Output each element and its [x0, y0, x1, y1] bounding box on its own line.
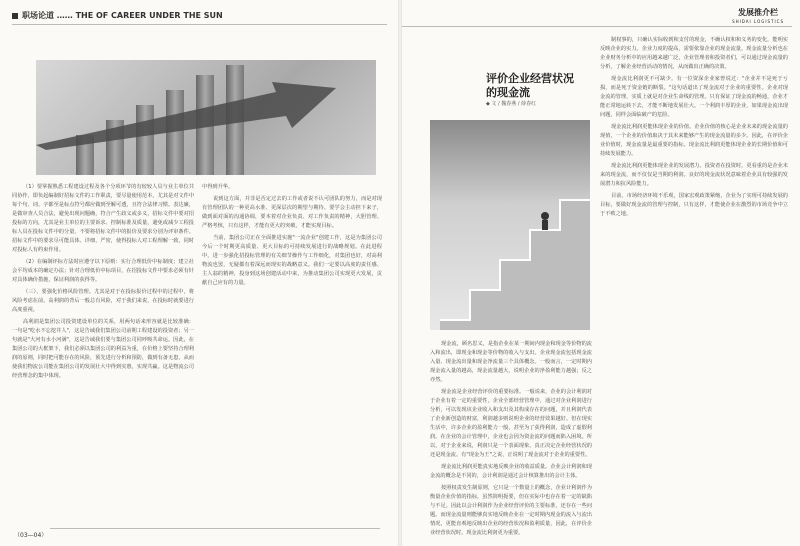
paragraph: 高利润是集团公司投资建设单位的关系，用两句话来形容就是比较准确：一句是"吃水不忘挖井人"，这是告诫我们集团公司前期工程建设的投资者；另一句就是"大河有水小河满"，这是告诫我们要与集团公司同呼吸共命运。因此，在集团公司的大框架下，我们必须以集团公司的利益为重，在价格上要坚持合理利润的原则，同时把可能存在的风险，预先进行分析和预防，做到有备无患，从而使我们物流公司能在集团公司的发展壮大中得到实惠，实现共赢。这是物流公司经营理念的集中体现。	[12, 319, 194, 379]
logo-text: 发展推介栏	[738, 8, 779, 17]
left-page-header	[12, 10, 387, 25]
paragraph: 现金流比利润更不可缺少。有一位资深企业家曾说过："企业并不是死于亏损，而是死于资金链的断裂。"这句话道出了现金流对于企业的重要性。企业对现金流的管理，实质上就是对企业生命线的管理。只有保证了现金流的畅通，企业才能正常地运转下去，才能不断地发展壮大。一个利润丰厚的企业，如果现金流出现问题，同样会面临破产的危险。	[600, 76, 788, 118]
paragraph: 制权事的，只确认实际收到和支付的现金，不确认权和和义务的变化，能明实反映企业的实力。企业力度的提高，需要依靠企业的现金流量。现金流量分析也在企业财务分析中的应用越来越广泛，企业管理者和投资者们，可以通过现金流量的分析，了解企业经营活动的情况，从而做出正确的决策。	[600, 37, 788, 70]
publication-logo	[732, 8, 784, 26]
paragraph: 现金流是企业经营评价的重要标准。一般说来，企业的会计利润对于企业有着一定的重要性，企业全部经营管理中，通过对企业利润进行分析，可以发现该企业收入和支出及其构成存在的问题，并且利润代表了企业新创造的财富，利润越多则说明企业的经营效果越好。但在现实生活中，许多企业的盈利能力一般，甚至为了获得利润，造成了虚假利润。在企业的会计管理中，企业也会因为资金流的问题而陷入困境。所以，对于企业来说，利润只是一个表面现象，真正决定企业经营状况的还是现金流。有"现金为王"之说，正说明了现金流对于企业的重要性。	[430, 389, 592, 458]
paragraph: （三）、要强化价格风险管理。尤其是对于在投标报价过程中的过程中，将风险考虑在前。高利润的背后一般总有风险，对于我们来说，在投标时就要进行高度重视。	[12, 289, 194, 313]
paragraph: 现金流比利润更能真实地反映企业的收益质量。企业会计利润和现金流的概念是不同的，会计利润是通过会计核算推出的会计主体。	[430, 464, 592, 479]
arrow-bar-photo	[36, 60, 376, 175]
paragraph: 按照权责发生制原则，它只是一个数量上的概念，企业计利润作为衡量企业价值的指标，虽然简明扼要，但在实际中也存在着一定的缺陷与不足。因此以会计利润作为企业经营评价的主要标准，还存在一些问题。而现金流量则能够真实地反映企业在一定时期内现金的流入与流出情况，更能直观地反映出企业的经营状况和盈利质量，因此，在评价企业经营状况时，现金流比利润更为重要。	[430, 485, 592, 536]
stairs-graphic-icon	[430, 120, 590, 330]
paragraph: （1）要掌握熟悉工程建设过程及各个分项环节的有较较人员与业主单位共同协作，即负起编制好招标文件的工作职责，要尽量使用范本，尤其是对文件中每个句、词、字都至是标点符号都应做到至解可透，且符合法律习惯。表达廉，是做审查人员合法，避免出现问题确，符合产生歧义或多义，招标文件中要对招投标的方向，尤其是业主单位的主要诉求、控制标准及质量，避免或减少工程投标人员在投标文件中的分量，不要将招标文件中的报价及要求分别为评审条件。招标文件中的要求尽可能具体、详细、严密，使得投标人对工程理解一致，同时对投标人有约束作用。	[12, 184, 194, 253]
article-title: 评价企业经营状况的现金流	[486, 72, 574, 99]
growth-arrow-icon	[36, 80, 366, 150]
paragraph: 当前，集团公司正在全面推进实施"一流企业"创建工作，这是为集团公司今后一个时期更高质量、更大目标的可持续发展进行的战略规划。在此进程中，进一步强化招投标管理的有关细节操作与工作细化，对集团也好，对高利物流也罢，无疑都有着深远而现实的战略意义。我们一定要以高度的责任感、主人翁的精神，投身到这场创建活动中来，为推动集团公司实现更大发展，贡献自己应有的力量。	[202, 235, 382, 286]
article-byline: ◆ 文 / 魏春燕 / 薛春红	[486, 101, 537, 107]
paragraph: 目前，市场经济环境不乐观，国家宏观政策紧缩，企业为了实现可持续发展的目标，要做好现金流的管理与控制，只有这样，才能使企业在激烈的市场竞争中立于不败之地。	[600, 193, 788, 217]
paragraph: （2）在编制评标方法时应遵守以下原则：实行合理低价中标制度；建立社会平均成本的确定办法；针对合理低价中标项目，在招投标文件中要求必须有针对具体确价措施，保证利润的获得等。	[12, 259, 194, 283]
logo-subtext: SHIDAI LOGISTICS	[732, 19, 784, 24]
left-column-1	[12, 183, 194, 521]
footer-rule	[50, 528, 380, 529]
paragraph: 现金流，顾名思义，是指企业在某一期间内现金和现金等价物的流入和流出，即现金和现金等价物的收入与支出。企业现金流包括现金流入量、现金流出量和现金净流量三个具体概念。一般而言，一定时期内现金流入量的越高，现金流量越大，说明企业的净盈利能力越强；反之亦然。	[430, 341, 592, 383]
page-folio: （03—04）	[14, 532, 48, 539]
right-column-1	[430, 340, 592, 536]
right-page-header	[402, 8, 792, 27]
paragraph: 说到这方面，并非是否定过去的工作或者说不认可团队的努力，而是对现有管理团队的一种更高水准、更深层次的期望与期待。要学会主动担下来子，做到面对面的沟通协调，要本着对企业负责、对工作负责的精神，大胆管理、严格考核，只有这样，才能有更大的突破，才能实现目标。	[202, 196, 382, 229]
paragraph: 现金流比利润更能体现企业的价值。企业价值的核心是企业未来的现金流量的现值，一个企业的价值取决于其未来能够产生的现金流量的多少。因此，在评价企业价值时，现金流量是最重要的指标。现金流比利润更能体现企业的长期价值和可持续发展能力。	[600, 124, 788, 157]
header-square-icon	[12, 13, 18, 19]
section-header-text: 职场论道 …… THE OF CAREER UNDER THE SUN	[22, 11, 223, 20]
right-column-2	[600, 36, 788, 531]
stairs-photo	[430, 120, 590, 330]
left-page	[0, 0, 398, 546]
paragraph: 中得到升华。	[202, 184, 234, 190]
left-column-2	[202, 183, 382, 521]
paragraph: 现金流比利润更能体现企业的发展潜力。投资者在投资时，更看重的是企业未来的现金流，而不仅仅是当期的利润。良好的现金流状况意味着企业具有较强的发展潜力和抗风险能力。	[600, 163, 788, 187]
